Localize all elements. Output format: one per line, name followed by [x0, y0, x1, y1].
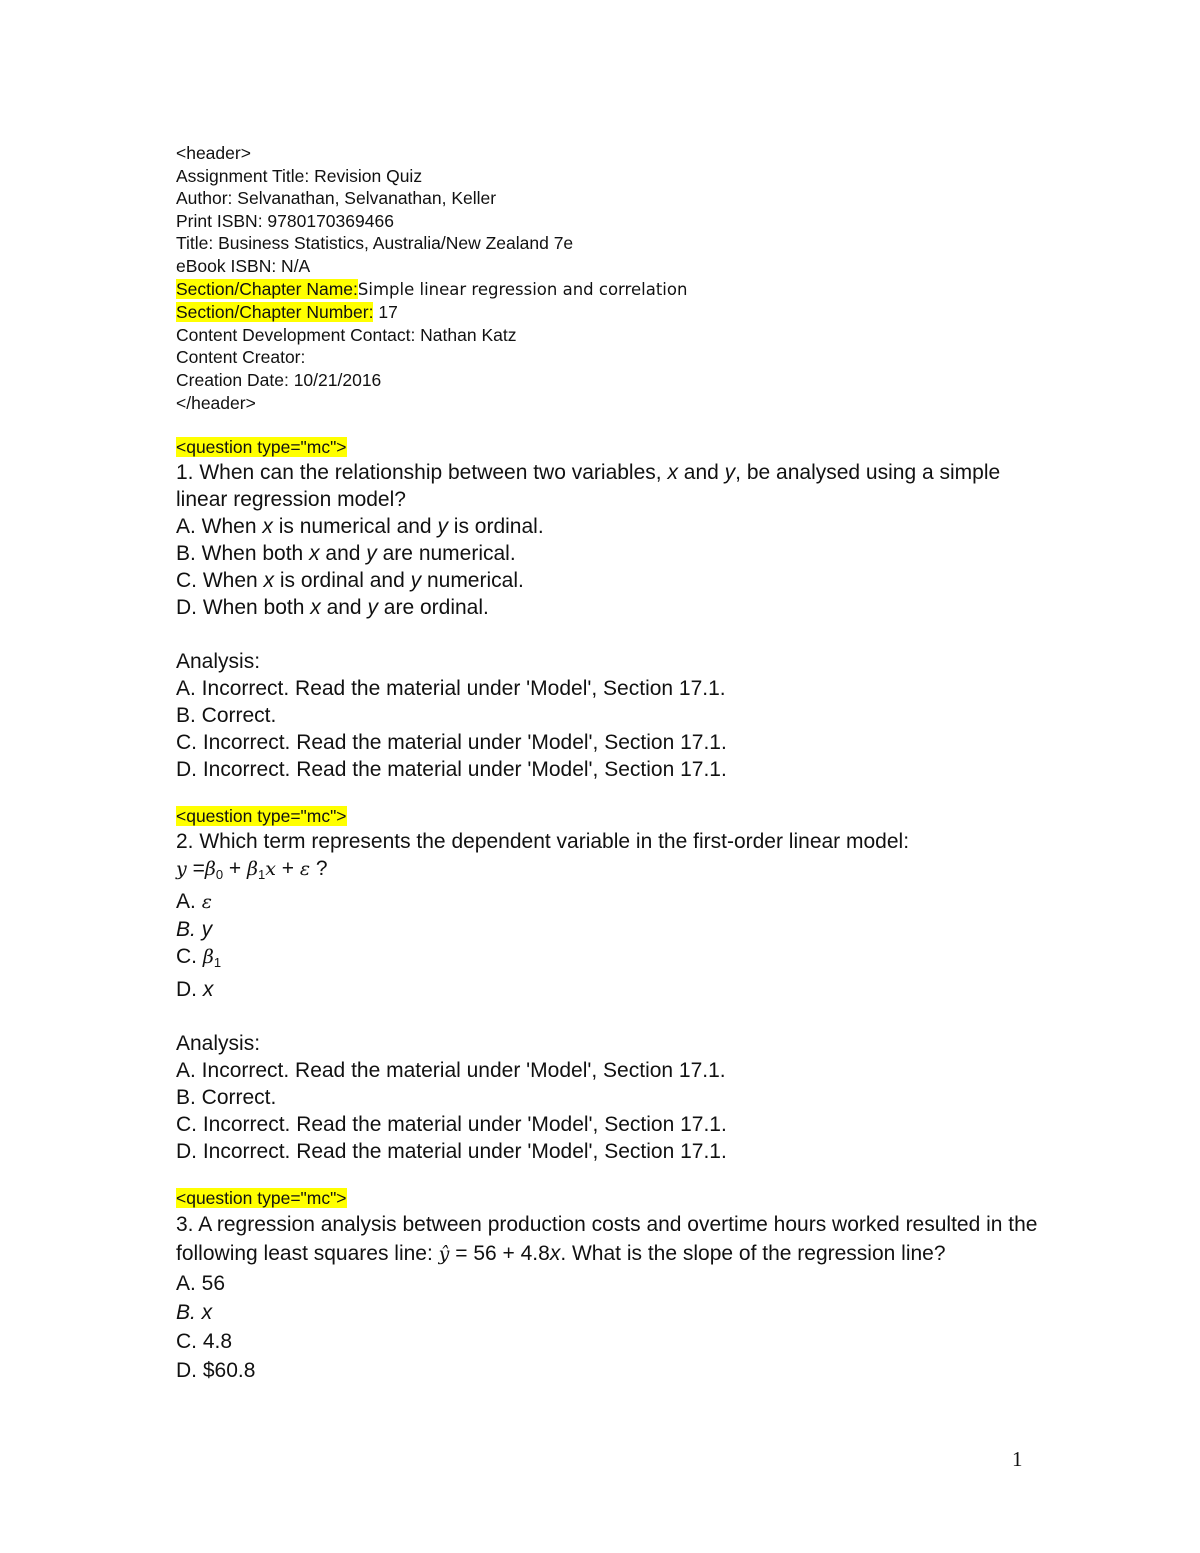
- option-b: B. When both x and y are numerical.: [176, 542, 516, 566]
- analysis-c: C. Incorrect. Read the material under 'Model', Section 17.1.: [176, 1113, 727, 1137]
- analysis-b: B. Correct.: [176, 1086, 277, 1110]
- book-title: Title: Business Statistics, Australia/New Zealand 7e: [176, 233, 574, 254]
- dev-contact: Content Development Contact: Nathan Katz: [176, 324, 517, 345]
- chapter-number-label: Section/Chapter Number:: [176, 302, 374, 323]
- header-block: [176, 142, 1056, 414]
- analysis-b: B. Correct.: [176, 704, 277, 728]
- chapter-number-line: [176, 301, 1056, 324]
- chapter-number-value: 17: [373, 302, 398, 323]
- analysis-c: C. Incorrect. Read the material under 'Model', Section 17.1.: [176, 731, 727, 755]
- analysis-d: D. Incorrect. Read the material under 'Model', Section 17.1.: [176, 1140, 727, 1164]
- header-open-tag: <header>: [176, 143, 251, 163]
- option-c: C. $\beta_1$: [176, 945, 222, 971]
- question-type-tag: <question type="mc">: [176, 1188, 347, 1209]
- option-a: A. ε: [176, 890, 212, 914]
- option-a: A. 56: [176, 1272, 226, 1296]
- option-d: D. When both x and y are ordinal.: [176, 596, 489, 620]
- option-b: B. x: [176, 1301, 213, 1325]
- author-line: Author: Selvanathan, Selvanathan, Keller: [176, 188, 497, 209]
- analysis-a: A. Incorrect. Read the material under 'Model', Section 17.1.: [176, 677, 726, 701]
- option-b: B. y: [176, 918, 213, 942]
- question-stem: 2. Which term represents the dependent variable in the first-order linear model:: [176, 830, 910, 854]
- question-1: [176, 436, 1056, 783]
- creation-date: Creation Date: 10/21/2016: [176, 369, 382, 390]
- option-c: C. When x is ordinal and y numerical.: [176, 569, 524, 593]
- question-type-tag: <question type="mc">: [176, 806, 347, 827]
- content-creator: Content Creator:: [176, 347, 306, 368]
- option-d: D. x: [176, 978, 214, 1002]
- page-number: 1: [1012, 1447, 1023, 1471]
- question-stem: 3. A regression analysis between production costs and overtime hours worked resulted in the following least squares line: ŷ = 56 + 4.8x. What is the slope of the regression line?: [176, 1213, 1038, 1266]
- option-d: D. $60.8: [176, 1359, 256, 1383]
- analysis-label: Analysis:: [176, 1032, 261, 1056]
- assignment-title: Assignment Title: Revision Quiz: [176, 165, 423, 186]
- chapter-name-label: Section/Chapter Name:: [176, 278, 358, 299]
- chapter-name-line: [176, 278, 1056, 302]
- header-close-tag: </header>: [176, 392, 256, 413]
- option-c: C. 4.8: [176, 1330, 233, 1354]
- model-equation: $y =\beta_0 + \beta_1x + \varepsilon$ ?: [176, 857, 328, 883]
- question-2: [176, 805, 1056, 1165]
- question-stem: 1. When can the relationship between two variables, x and y, be analysed using a simple linear regression model?: [176, 461, 1001, 512]
- document-content: [176, 142, 1056, 1385]
- chapter-name-value: Simple linear regression and correlation: [357, 279, 688, 299]
- question-type-tag: <question type="mc">: [176, 437, 347, 458]
- ebook-isbn: eBook ISBN: N/A: [176, 255, 311, 276]
- option-a: A. When x is numerical and y is ordinal.: [176, 515, 544, 539]
- analysis-d: D. Incorrect. Read the material under 'Model', Section 17.1.: [176, 758, 727, 782]
- question-3: [176, 1187, 1056, 1385]
- analysis-a: A. Incorrect. Read the material under 'Model', Section 17.1.: [176, 1059, 726, 1083]
- print-isbn: Print ISBN: 9780170369466: [176, 210, 394, 231]
- analysis-label: Analysis:: [176, 650, 261, 674]
